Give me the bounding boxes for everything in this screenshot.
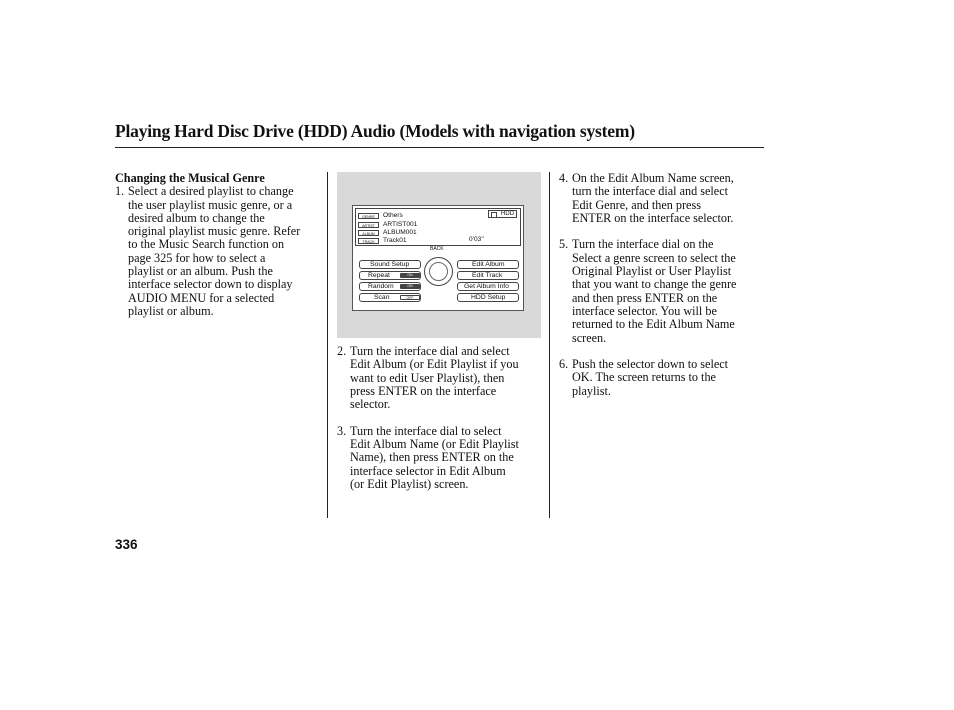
step-line: Edit Genre, and then press: [572, 197, 701, 212]
genre-row: [358, 211, 403, 220]
menu-hdd-setup[interactable]: [457, 293, 519, 302]
step-line: interface selector. You will be: [572, 303, 717, 318]
back-label: BACK: [430, 246, 444, 252]
step-line: Name), then press ENTER on the: [350, 450, 514, 465]
track-tag: TRACK: [358, 238, 379, 244]
menu-random[interactable]: [359, 282, 421, 291]
audio-menu-screen: [352, 205, 524, 311]
menu-get-album-info[interactable]: [457, 282, 519, 291]
step-line: Push the selector down to select: [572, 357, 729, 372]
step-line: ENTER on the interface selector.: [572, 210, 734, 225]
step-line: Turn the interface dial on the: [572, 237, 714, 252]
step-1: [115, 185, 325, 318]
page-number: 336: [115, 537, 138, 552]
step-line: that you want to change the genre: [572, 277, 737, 292]
menu-label: Sound Setup: [370, 261, 410, 268]
hdd-source-badge: [488, 210, 517, 218]
step-2: [337, 345, 549, 411]
step-line: the user playlist music genre, or a: [128, 197, 293, 212]
step-line: (or Edit Playlist) screen.: [350, 476, 469, 491]
step-line: press ENTER on the interface: [350, 383, 497, 398]
menu-label: Random: [368, 283, 394, 290]
step-3: [337, 425, 549, 491]
track-row: [358, 236, 407, 245]
menu-edit-album[interactable]: [457, 260, 519, 269]
on-badge: ON: [400, 284, 420, 289]
step-line: selector.: [350, 397, 391, 412]
menu-sound-setup[interactable]: [359, 260, 421, 269]
step-line: original playlist music genre. Refer: [128, 224, 301, 239]
step-number: 2.: [337, 344, 347, 358]
genre-tag: GENRE: [358, 213, 379, 219]
step-number: 6.: [559, 357, 569, 372]
source-label: HDD: [501, 211, 514, 217]
step-line: interface selector in Edit Album: [350, 463, 506, 478]
album-value: ALBUM001: [383, 229, 417, 236]
menu-scan[interactable]: [359, 293, 421, 302]
page-title: Playing Hard Disc Drive (HDD) Audio (Models with navigation system): [115, 121, 635, 141]
elapsed-time: 0’03’’: [469, 236, 485, 243]
genre-value: Others: [383, 212, 403, 219]
menu-label: Repeat: [368, 272, 390, 279]
left-column: [115, 172, 325, 318]
menu-label: Edit Track: [472, 272, 503, 279]
step-line: Original Playlist or User Playlist: [572, 264, 732, 279]
column-divider-right: [549, 172, 550, 518]
step-number: 3.: [337, 423, 347, 438]
step-line: playlist or an album. Push the: [128, 264, 273, 279]
track-value: Track01: [383, 237, 407, 244]
step-line: returned to the Edit Album Name: [572, 317, 735, 332]
step-line: interface selector down to display: [128, 277, 293, 292]
menu-label: Scan: [374, 294, 390, 301]
step-number: 5.: [559, 237, 569, 252]
artist-value: ARTIST001: [383, 221, 418, 228]
album-tag: ALBUM: [358, 230, 379, 236]
step-line: Edit Album Name (or Edit Playlist: [350, 437, 519, 452]
step-4: [559, 172, 769, 225]
step-6: [559, 358, 769, 398]
step-line: Edit Album (or Edit Playlist if you: [350, 357, 519, 372]
menu-repeat[interactable]: [359, 271, 421, 280]
step-number: 4.: [559, 171, 569, 185]
title-rule: [115, 147, 764, 148]
step-line: and then press ENTER on the: [572, 290, 718, 305]
step-line: OK. The screen returns to the: [572, 370, 716, 385]
on-badge: ON: [400, 273, 420, 278]
middle-column: [337, 345, 549, 491]
step-line: Turn the interface dial and select: [350, 344, 510, 358]
step-line: Select a desired playlist to change: [128, 184, 294, 199]
step-line: playlist.: [572, 383, 611, 398]
track-info-panel: [355, 208, 521, 246]
menu-label: Get Album Info: [464, 283, 509, 290]
step-line: desired album to change the: [128, 210, 265, 225]
step-line: AUDIO MENU for a selected: [128, 290, 275, 305]
step-5: [559, 238, 769, 344]
column-divider-left: [327, 172, 328, 518]
right-column: [559, 172, 769, 398]
step-line: page 325 for how to select a: [128, 250, 266, 265]
section-heading: Changing the Musical Genre: [115, 171, 265, 185]
step-line: On the Edit Album Name screen,: [572, 171, 734, 185]
artist-tag: ARTIST: [358, 222, 379, 228]
step-line: Select a genre screen to select the: [572, 250, 736, 265]
step-number: 1.: [115, 184, 125, 199]
menu-edit-track[interactable]: [457, 271, 519, 280]
interface-dial-icon: [424, 257, 453, 286]
step-line: playlist or album.: [128, 303, 214, 318]
off-badge: OFF: [400, 295, 420, 300]
menu-label: HDD Setup: [471, 294, 506, 301]
hdd-icon: [491, 212, 497, 218]
step-line: screen.: [572, 330, 607, 345]
menu-label: Edit Album: [472, 261, 505, 268]
step-line: Turn the interface dial to select: [350, 423, 502, 438]
step-line: turn the interface dial and select: [572, 184, 728, 199]
dial-center-icon: [429, 262, 448, 281]
step-line: want to edit User Playlist), then: [350, 370, 505, 385]
step-line: to the Music Search function on: [128, 237, 285, 252]
audio-menu-figure: [337, 172, 541, 338]
